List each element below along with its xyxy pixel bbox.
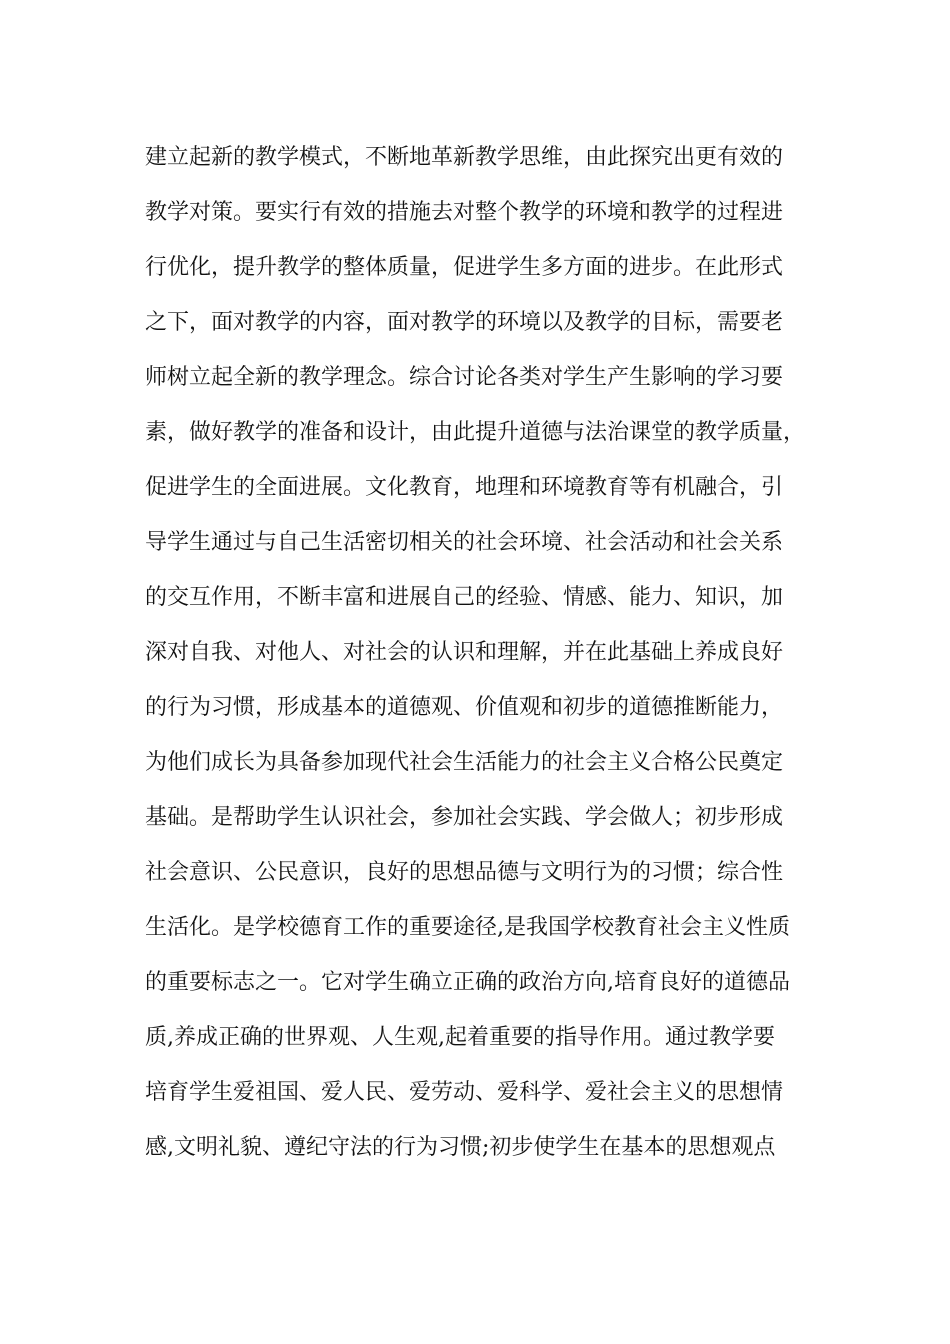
text-line: 为他们成长为具备参加现代社会生活能力的社会主义合格公民奠定 — [145, 750, 784, 775]
text-line: 基础。是帮助学生认识社会，参加社会实践、学会做人；初步形成 — [145, 805, 784, 830]
text-line: 行优化，提升教学的整体质量，促进学生多方面的进步。在此形式 — [145, 255, 784, 280]
text-line: 培育学生爱祖国、爱人民、爱劳动、爱科学、爱社会主义的思想情 — [145, 1080, 784, 1105]
text-line: 素，做好教学的准备和设计，由此提升道德与法治课堂的教学质量， — [145, 420, 806, 445]
text-line: 导学生通过与自己生活密切相关的社会环境、社会活动和社会关系 — [145, 530, 784, 555]
text-line: 教学对策。要实行有效的措施去对整个教学的环境和教学的过程进 — [145, 200, 784, 225]
text-line: 生活化。是学校德育工作的重要途径,是我国学校教育社会主义性质 — [145, 915, 790, 940]
text-line: 促进学生的全面进展。文化教育，地理和环境教育等有机融合，引 — [145, 475, 784, 500]
text-line: 感,文明礼貌、遵纪守法的行为习惯;初步使学生在基本的思想观点 — [145, 1135, 776, 1160]
text-line: 的交互作用，不断丰富和进展自己的经验、情感、能力、知识，加 — [145, 585, 784, 610]
text-line: 社会意识、公民意识，良好的思想品德与文明行为的习惯；综合性 — [145, 860, 784, 885]
text-line: 深对自我、对他人、对社会的认识和理解，并在此基础上养成良好 — [145, 640, 784, 665]
text-line: 之下，面对教学的内容，面对教学的环境以及教学的目标，需要老 — [145, 310, 784, 335]
text-line: 师树立起全新的教学理念。综合讨论各类对学生产生影响的学习要 — [145, 365, 784, 390]
text-line: 的行为习惯，形成基本的道德观、价值观和初步的道德推断能力， — [145, 695, 784, 720]
text-line: 的重要标志之一。它对学生确立正确的政治方向,培育良好的道德品 — [145, 970, 790, 995]
body-paragraph — [145, 130, 810, 1175]
text-line: 建立起新的教学模式，不断地革新教学思维，由此探究出更有效的 — [145, 145, 784, 170]
text-line: 质,养成正确的世界观、人生观,起着重要的指导作用。通过教学要 — [145, 1025, 775, 1050]
